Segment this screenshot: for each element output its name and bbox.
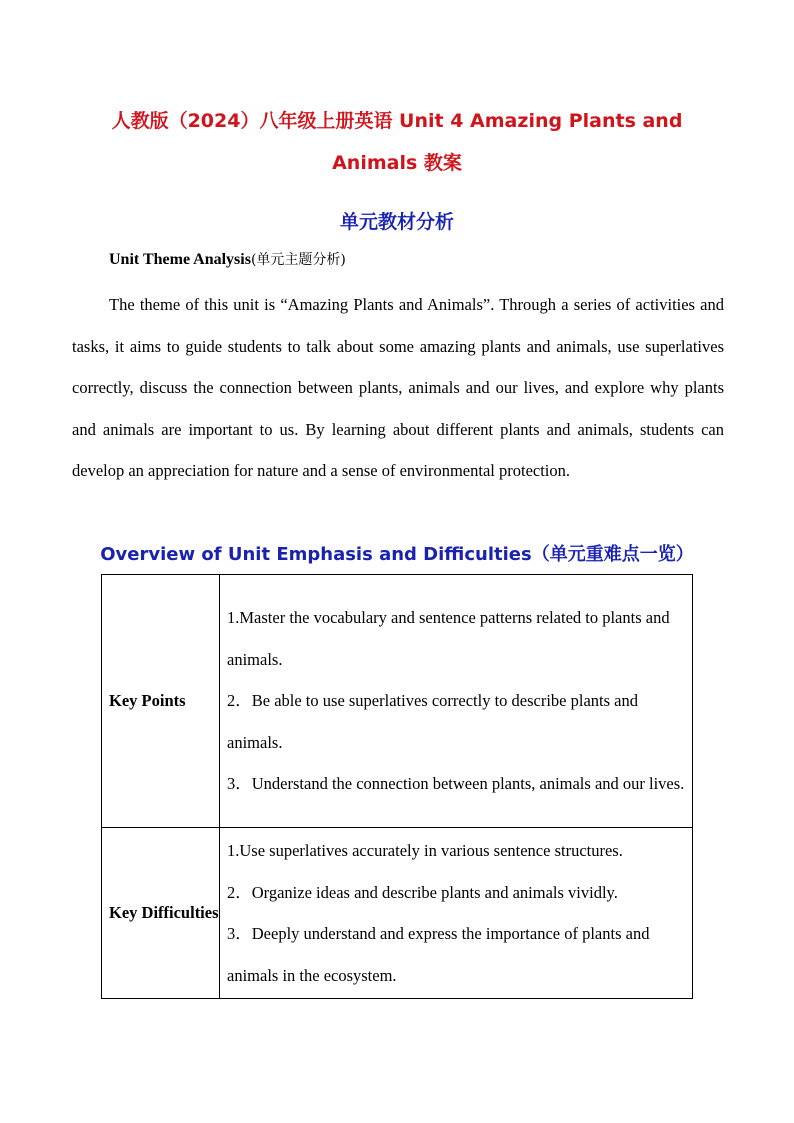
analysis-heading: 单元教材分析 xyxy=(339,211,454,233)
key-point-item: 3．Understand the connection between plants, animals and our lives. xyxy=(227,774,685,794)
key-difficulties-content xyxy=(220,828,693,999)
emphasis-table xyxy=(101,574,693,999)
theme-subheading-en: Unit Theme Analysis xyxy=(109,251,251,268)
document-title: 人教版（2024）八年级上册英语 Unit 4 Amazing Plants and Animals 教案 xyxy=(111,110,683,174)
key-difficulties-label: Key Difficulties xyxy=(102,828,220,999)
key-point-item: 1.Master the vocabulary and sentence patterns related to plants and animals. xyxy=(227,608,670,669)
theme-paragraph: The theme of this unit is “Amazing Plants and Animals”. Through a series of activities and tasks, it aims to guide students to talk about some amazing plants and animals, use superlatives correctly, discuss the connection between plants, animals and our lives, and explore why plants and animals are important to us. By learning about different plants and animals, students can develop an appreciation for nature and a sense of environmental protection. xyxy=(72,295,724,480)
key-points-label: Key Points xyxy=(102,575,220,828)
key-difficulty-item: 3．Deeply understand and express the importance of plants and animals in the ecosystem. xyxy=(227,924,650,985)
table-row-key-difficulties xyxy=(102,828,693,999)
key-points-content xyxy=(220,575,693,828)
theme-subheading xyxy=(109,248,346,272)
key-difficulty-item: 1.Use superlatives accurately in various sentence structures. xyxy=(227,841,623,860)
table-row-key-points xyxy=(102,575,693,828)
theme-subheading-zh: (单元主题分析) xyxy=(250,252,346,268)
key-difficulty-item: 2．Organize ideas and describe plants and animals vividly. xyxy=(227,882,618,902)
key-point-item: 2．Be able to use superlatives correctly to describe plants and animals. xyxy=(227,691,638,752)
overview-heading: Overview of Unit Emphasis and Difficulties（单元重难点一览） xyxy=(100,544,694,565)
